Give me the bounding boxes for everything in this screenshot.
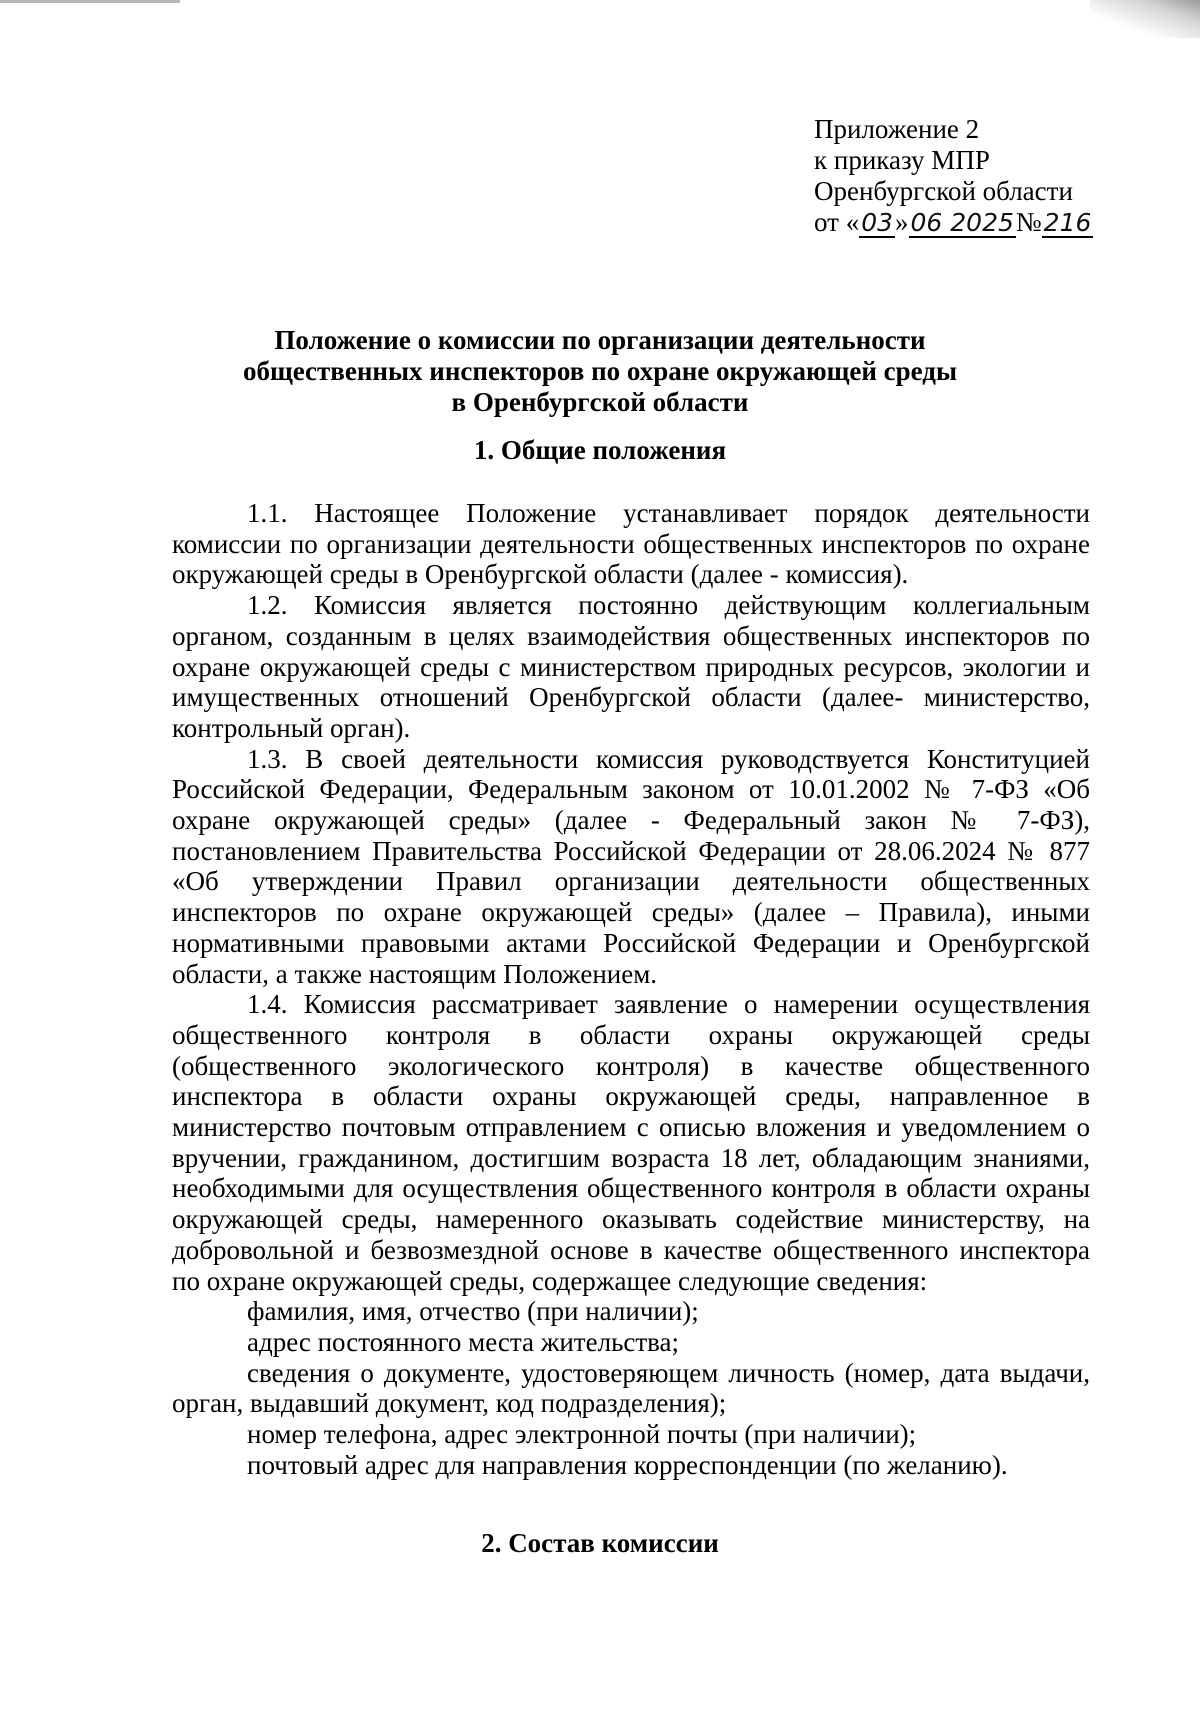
- date-prefix: от «: [814, 207, 860, 237]
- document-title: [172, 325, 1028, 418]
- appendix-line-2: к приказу МПР: [814, 145, 990, 175]
- section-2-heading: 2. Состав комиссии: [481, 1528, 719, 1558]
- appendix-line-3: Оренбургской области: [814, 176, 1073, 206]
- list-item-postal-address: почтовый адрес для направления корреспонденции (по желанию).: [247, 1449, 1008, 1480]
- number-prefix: №: [1015, 207, 1042, 237]
- handwritten-number: 216: [1043, 208, 1092, 237]
- date-separator: »: [895, 207, 909, 237]
- scan-edge-artifact: [0, 0, 180, 3]
- list-item-identity-document: сведения о документе, удостоверяющем личность (номер, дата выдачи, орган, выдавший документ, код подразделения);: [172, 1357, 1090, 1419]
- paragraph-1-2: 1.2. Комиссия является постоянно действующим коллегиальным органом, созданным в целях взаимодействия общественных инспекторов по охране окружающей среды с министерством природных ресурсов, экологии и имущественных отношений Оренбургской области (далее- министерство, контрольный орган).: [172, 590, 1090, 743]
- paragraph-1-4: 1.4. Комиссия рассматривает заявление о намерении осуществления общественного контроля в области охраны окружающей среды (общественного экологического контроля) в качестве общественного инспектора в области охраны окружающей среды, направленное в министерство почтовым отправлением с описью вложения и уведомлением о вручении, гражданином, достигшим возраста 18 лет, обладающим знаниями, необходимыми для осуществления общественного контроля в области охраны окружающей среды, намеренного оказывать содействие министерству, на добровольной и безвозмездной основе в качестве общественного инспектора по охране окружающей среды, содержащее следующие сведения:: [172, 989, 1090, 1296]
- section-1-heading: 1. Общие положения: [473, 435, 727, 465]
- list-item-residence-address: адрес постоянного места жительства;: [247, 1326, 680, 1357]
- list-item-phone-email: номер телефона, адрес электронной почты (при наличии);: [247, 1419, 917, 1450]
- title-line-3: в Оренбургской области: [451, 387, 749, 417]
- list-item-full-name: фамилия, имя, отчество (при наличии);: [247, 1296, 699, 1327]
- title-line-1: Положение о комиссии по организации деятельности: [274, 325, 926, 355]
- scan-corner-artifact: [1090, 0, 1200, 38]
- handwritten-day: 03: [861, 208, 894, 237]
- appendix-block: [814, 114, 1093, 238]
- section-1-body: [172, 498, 1090, 1481]
- paragraph-1-3: 1.3. В своей деятельности комиссия руководствуется Конституцией Российской Федерации, Федеральным законом от 10.01.2002 № 7-ФЗ «Об охране окружающей среды» (далее - Федеральный закон № 7-ФЗ), постановлением Правительства Российской Федерации от 28.06.2024 № 877 «Об утверждении Правил организации деятельности общественных инспекторов по охране окружающей среды» (далее – Правила), иными нормативными правовыми актами Российской Федерации и Оренбургской области, а также настоящим Положением.: [172, 743, 1090, 989]
- title-line-2: общественных инспекторов по охране окружающей среды: [242, 356, 958, 386]
- appendix-date-line: [814, 207, 1093, 238]
- paragraph-1-1: 1.1. Настоящее Положение устанавливает порядок деятельности комиссии по организации деятельности общественных инспекторов по охране окружающей среды в Оренбургской области (далее - комиссия).: [172, 498, 1090, 590]
- appendix-line-1: Приложение 2: [814, 114, 980, 144]
- handwritten-date: 06 2025: [910, 208, 1014, 237]
